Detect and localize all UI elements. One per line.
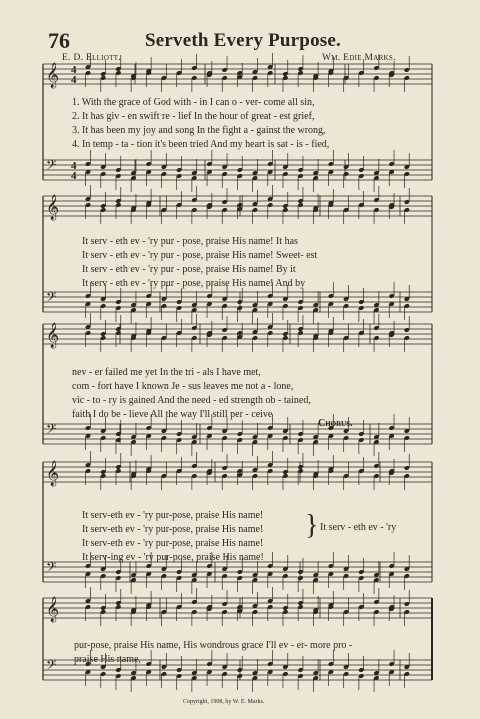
svg-text:𝄞: 𝄞 [46, 63, 60, 88]
lyric-line: It serv - eth ev - 'ry pur - pose, praise His name! And by [82, 278, 306, 289]
svg-text:4: 4 [71, 74, 77, 86]
lyric-line: com - fort have I known Je - sus leaves me not a - lone, [72, 381, 294, 392]
svg-text:𝄞: 𝄞 [46, 461, 60, 486]
svg-text:4: 4 [71, 170, 77, 182]
lyric-line: vic - to - ry is gained And the need - ed strength ob - tained, [72, 395, 311, 406]
lyric-line: 2. It has giv - en swift re - lief In the hour of great - est grief, [72, 111, 315, 122]
svg-text:𝄢: 𝄢 [46, 559, 57, 578]
svg-text:4: 4 [71, 64, 77, 76]
lyric-line: It serv-ing ev - 'ry pur-pose, praise His name! [82, 552, 264, 563]
lyric-line: It serv-eth ev - 'ry pur-pose, praise His name! [82, 538, 264, 549]
svg-text:𝄢: 𝄢 [46, 289, 57, 308]
svg-text:4: 4 [71, 160, 77, 172]
brace-symbol: } [305, 510, 319, 541]
lyricist-credit: E. D. Elliott. [62, 53, 122, 63]
lyric-line: 3. It has been my joy and song In the fight a - gainst the wrong, [72, 125, 326, 136]
svg-text:𝄢: 𝄢 [46, 421, 57, 440]
svg-text:𝄢: 𝄢 [46, 157, 57, 176]
composer-credit: Wm. Edie Marks. [322, 53, 396, 63]
lyric-line: 4. In temp - ta - tion it's been tried And my heart is sat - is - fied, [72, 139, 330, 150]
chorus-side-lyric: It serv - eth ev - 'ry [320, 522, 397, 533]
lyric-line: It serv-eth ev - 'ry pur-pose, praise His name! [82, 524, 264, 535]
svg-text:𝄞: 𝄞 [46, 323, 60, 348]
svg-text:𝄞: 𝄞 [46, 597, 60, 622]
lyric-line: It serv-eth ev - 'ry pur-pose, praise His name! [82, 510, 264, 521]
lyric-line: pur-pose, praise His name, His wondrous grace I'll ev - er- more pro - [74, 640, 353, 651]
lyric-line: nev - er failed me yet In the tri - als I have met, [72, 367, 261, 378]
lyric-line: It serv - eth ev - 'ry pur - pose, praise His name! It has [82, 236, 298, 247]
lyric-line: praise His name, [74, 654, 141, 665]
svg-text:𝄞: 𝄞 [46, 195, 60, 220]
hymn-title: Serveth Every Purpose. [145, 30, 341, 51]
lyric-line: It serv - eth ev - 'ry pur - pose, praise His name! Sweet- est [82, 250, 318, 261]
lyric-line: 1. With the grace of God with - in I can o - ver- come all sin, [72, 97, 315, 108]
svg-text:𝄢: 𝄢 [46, 657, 57, 676]
lyric-line: faith I do be - lieve All the way I'll still per - ceive [72, 409, 273, 420]
copyright-notice: Copyright, 1908, by W. E. Marks. [183, 699, 265, 705]
lyric-line: It serv - eth ev - 'ry pur - pose, praise His name! By it [82, 264, 296, 275]
hymn-number: 76 [48, 28, 70, 53]
chorus-label: Chorus. [318, 418, 353, 429]
